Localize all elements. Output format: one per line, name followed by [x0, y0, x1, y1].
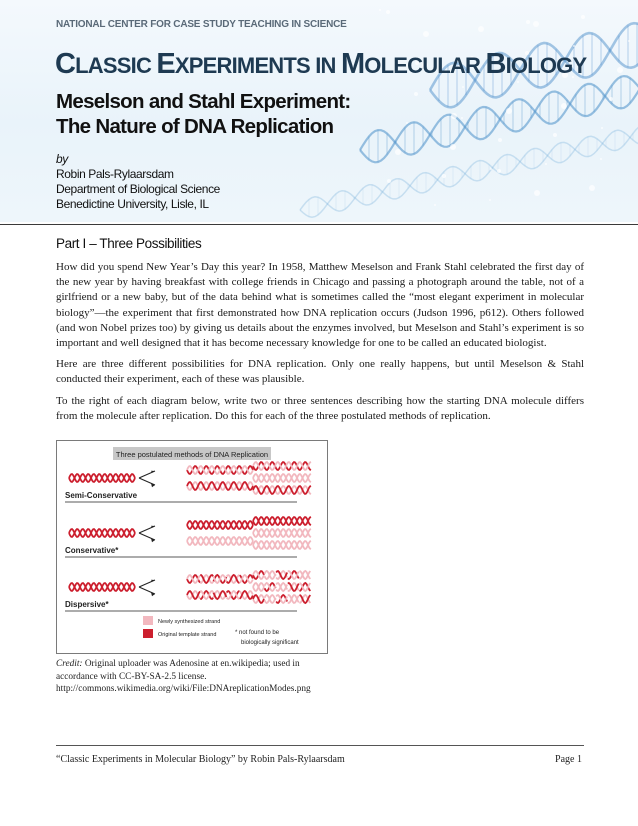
parent-strand — [69, 583, 135, 591]
granddaughter-strand — [253, 595, 310, 603]
legend-new-label: Newly synthesized strand — [158, 619, 221, 625]
granddaughter-strand — [253, 462, 311, 470]
credit-label: Credit: — [56, 659, 83, 669]
granddaughter-strand — [253, 583, 310, 591]
series-initial: M — [340, 48, 365, 80]
legend-template-label: Original template strand — [158, 632, 217, 638]
series-initial: E — [156, 48, 175, 80]
series-word — [340, 48, 486, 80]
author-department: Department of Biological Science — [56, 182, 220, 196]
legend-new-swatch — [143, 616, 153, 625]
series-initial: B — [485, 48, 506, 80]
daughter-strand — [187, 537, 253, 545]
body-text — [56, 260, 584, 430]
header-divider — [0, 224, 638, 225]
legend-template-swatch — [143, 629, 153, 638]
daughter-strand — [187, 591, 253, 599]
series-word — [55, 48, 157, 80]
case-title-line-1: Meselson and Stahl Experiment: — [56, 90, 351, 113]
method-label-dispersive: Dispersive* — [65, 600, 109, 609]
daughter-strand — [187, 482, 253, 490]
paragraph-possibilities: Here are three different possibilities for DNA replication. Only one really happens, but until Meselson & Stahl conducted their experiment, each of these was plausible. — [56, 358, 584, 386]
case-title — [56, 89, 476, 139]
granddaughter-strand — [253, 486, 311, 494]
credit-text: Original uploader was Adenosine at en.wikipedia; used in accordance with CC-BY-SA-2.5 license. http://commons.wikimedia.org/wiki/File:DNAreplicationModes.png — [56, 659, 311, 694]
page-number: Page 1 — [555, 754, 582, 765]
series-word — [156, 48, 341, 80]
replication-arrow-icon — [139, 526, 155, 543]
author-name: Robin Pals-Rylaarsdam — [56, 167, 174, 181]
footnote-line-2: biologically significant — [241, 640, 299, 646]
author-institution: Benedictine University, Lisle, IL — [56, 197, 209, 211]
granddaughter-strand — [253, 571, 310, 579]
granddaughter-strand — [253, 517, 311, 525]
series-title — [55, 48, 586, 81]
section-heading: Part I – Three Possibilities — [56, 236, 202, 251]
footnote-line-1: * not found to be — [235, 630, 280, 636]
by-label: by — [56, 152, 68, 166]
byline — [56, 152, 220, 212]
series-rest: OLECULAR — [364, 53, 486, 78]
daughter-strand — [187, 521, 253, 529]
case-title-line-2: The Nature of DNA Replication — [56, 115, 334, 138]
method-label-semi-conservative: Semi-Conservative — [65, 491, 138, 500]
replication-diagram — [57, 441, 327, 653]
series-rest: LASSIC — [75, 53, 157, 78]
granddaughter-strand — [253, 474, 311, 482]
method-label-conservative: Conservative* — [65, 546, 119, 555]
parent-strand — [69, 529, 135, 537]
figure-credit — [56, 658, 326, 696]
series-rest: XPERIMENTS IN — [174, 53, 341, 78]
organization-name: NATIONAL CENTER FOR CASE STUDY TEACHING IN SCIENCE — [56, 19, 347, 30]
footer-divider — [56, 745, 584, 746]
daughter-strand — [187, 575, 253, 583]
series-rest: IOLOGY — [505, 53, 587, 78]
daughter-strand — [187, 466, 253, 474]
series-initial: C — [55, 48, 76, 80]
paragraph-instructions: To the right of each diagram below, write two or three sentences describing how the starting DNA molecule differs from the molecule after replication. Do this for each of the three postulated methods of replication. — [56, 394, 584, 422]
dna-replication-figure — [56, 440, 328, 654]
footer-citation: “Classic Experiments in Molecular Biology” by Robin Pals-Rylaarsdam — [56, 754, 345, 765]
series-word — [485, 48, 587, 80]
paragraph-intro: How did you spend New Year’s Day this year? In 1958, Matthew Meselson and Frank Stahl celebrated the first day of the new year by having breakfast with college friends in Chicago and passing a photograph around the table, not of a girlfriend or a new baby, but of the data behind what is sometimes called the “most elegant experiment in molecular biology”—the experiment that first demonstrated how DNA replication occurs (Judson 1996, p612). Others followed (and won Nobel prizes too) by giving us details about the enzymes involved, but Meselson and Stahl’s experiment is so important and well designed that it has become necessary knowledge for one to be called an educated biologist. — [56, 261, 584, 350]
parent-strand — [69, 474, 135, 482]
granddaughter-strand — [253, 529, 311, 537]
figure-title: Three postulated methods of DNA Replication — [115, 450, 269, 459]
replication-arrow-icon — [139, 471, 155, 488]
replication-arrow-icon — [139, 580, 155, 597]
granddaughter-strand — [253, 541, 311, 549]
